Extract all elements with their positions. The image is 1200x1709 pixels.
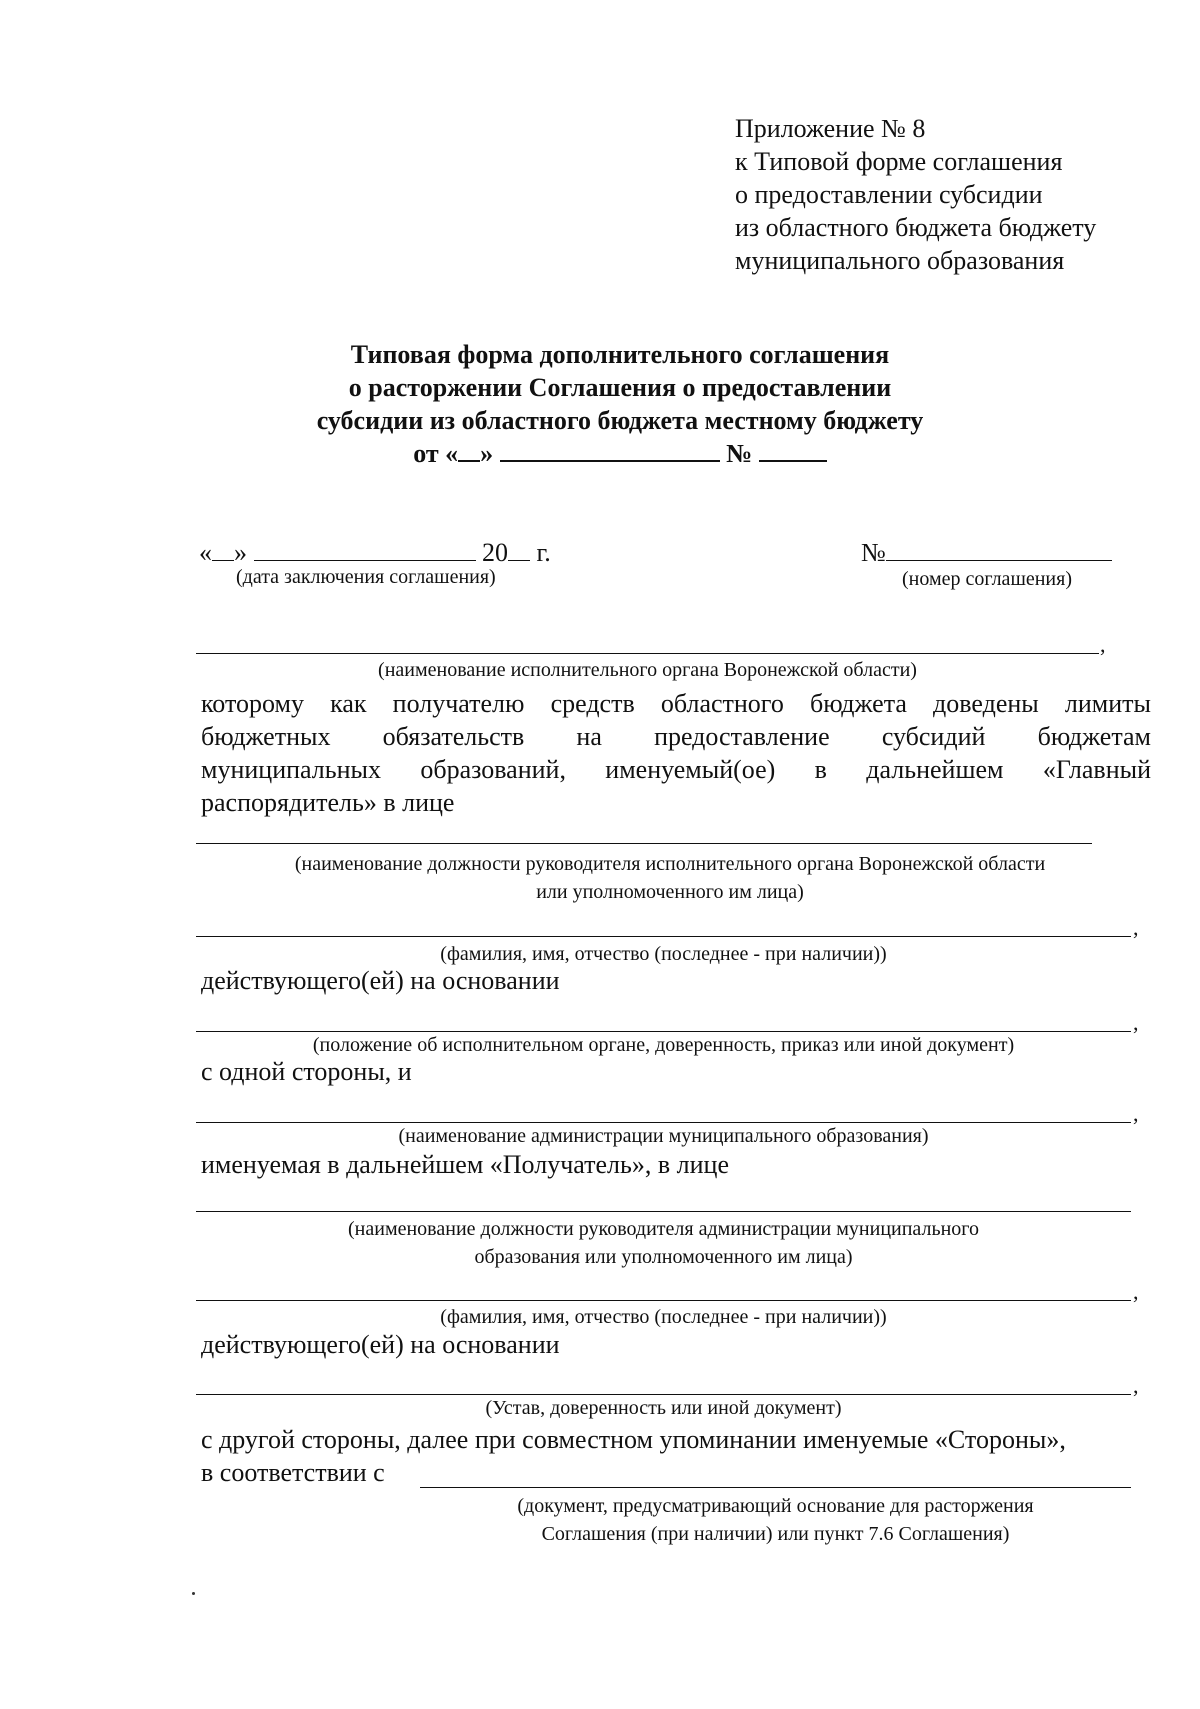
basis-blank-1: [196, 1031, 1131, 1032]
one-side-text: с одной стороны, и: [201, 1057, 412, 1086]
paragraph-line: муниципальных образований, именуемый(ое) в дальнейшем «Главный: [201, 755, 1151, 784]
termination-document-blank: [420, 1487, 1131, 1488]
comma: ,: [1133, 1101, 1139, 1126]
administration-caption: (наименование администрации муниципального образования): [398, 1125, 929, 1147]
admin-head-caption-2: образования или уполномоченного им лица): [474, 1246, 853, 1268]
head-position-blank: [196, 843, 1092, 844]
comma: ,: [1100, 632, 1106, 657]
comma: ,: [1133, 1010, 1139, 1035]
acting-basis-text-1: действующего(ей) на основании: [201, 966, 560, 995]
recipient-text: именуемая в дальнейшем «Получатель», в лице: [201, 1150, 729, 1179]
agreement-number-sign: №: [861, 538, 886, 567]
basis-blank-2: [196, 1394, 1131, 1395]
appendix-line: Приложение № 8: [735, 114, 926, 143]
paragraph-line: которому как получателю средств областного бюджета доведены лимиты: [201, 689, 1151, 718]
organ-paragraph: [201, 687, 1151, 819]
basis-caption-1: (положение об исполнительном органе, доверенность, приказ или иной документ): [312, 1034, 1015, 1056]
appendix-line: из областного бюджета бюджету: [735, 213, 1097, 242]
date-day-blank: [212, 540, 234, 561]
in-accordance-text: в соответствии с: [201, 1458, 385, 1487]
date-close-quote: »: [234, 538, 247, 567]
administration-name-blank: [196, 1122, 1131, 1123]
document-caption-1: (документ, предусматривающий основание для расторжения: [517, 1495, 1034, 1517]
title-line: о расторжении Соглашения о предоставлении: [348, 373, 892, 402]
date-month-blank: [254, 540, 476, 561]
admin-head-caption-1: (наименование должности руководителя администрации муниципального: [348, 1218, 979, 1240]
appendix-line: муниципального образования: [735, 246, 1065, 275]
paragraph-line: бюджетных обязательств на предоставление субсидий бюджетам: [201, 722, 1151, 751]
head-position-caption-1: (наименование должности руководителя исполнительного органа Воронежской области: [294, 853, 1046, 875]
organ-caption: (наименование исполнительного органа Воронежской области): [378, 659, 917, 681]
date-caption: (дата заключения соглашения): [236, 566, 496, 588]
appendix-header: [735, 112, 1096, 277]
title-month-blank: [500, 438, 720, 462]
date-open-quote: «: [199, 538, 212, 567]
organ-name-blank: [196, 653, 1099, 654]
comma: ,: [1133, 1373, 1139, 1398]
appendix-line: о предоставлении субсидии: [735, 180, 1043, 209]
fio-blank-1: [196, 936, 1131, 937]
title-number-sign: №: [726, 439, 753, 468]
comma: ,: [1133, 1279, 1139, 1304]
fio-caption-1: (фамилия, имя, отчество (последнее - при наличии)): [440, 943, 887, 965]
title-line: Типовая форма дополнительного соглашения: [350, 340, 890, 369]
document-caption-2: Соглашения (при наличии) или пункт 7.6 Соглашения): [541, 1523, 1010, 1545]
title-line: субсидии из областного бюджета местному бюджету: [316, 406, 924, 435]
title-date-line: [0, 437, 1200, 470]
document-title: [0, 338, 1200, 470]
admin-head-position-blank: [196, 1211, 1131, 1212]
fio-blank-2: [196, 1300, 1131, 1301]
paragraph-line: распорядитель» в лице: [201, 788, 455, 817]
comma: ,: [1133, 915, 1139, 940]
basis-caption-2: (Устав, доверенность или иной документ): [485, 1397, 842, 1419]
other-side-text: с другой стороны, далее при совместном упоминании именуемые «Стороны»,: [201, 1425, 1066, 1454]
date-year-prefix: 20: [482, 538, 508, 567]
appendix-line: к Типовой форме соглашения: [735, 147, 1063, 176]
agreement-number-field: [861, 536, 1112, 569]
scan-speck: [192, 1592, 195, 1595]
agreement-number-blank: [886, 540, 1112, 561]
title-day-blank: [458, 438, 480, 462]
date-year-suffix: г.: [536, 538, 551, 567]
number-caption: (номер соглашения): [902, 568, 1072, 590]
title-date-mid: »: [480, 439, 494, 468]
title-date-prefix: от «: [413, 439, 459, 468]
acting-basis-text-2: действующего(ей) на основании: [201, 1330, 560, 1359]
head-position-caption-2: или уполномоченного им лица): [536, 881, 804, 903]
title-number-blank: [759, 438, 827, 462]
fio-caption-2: (фамилия, имя, отчество (последнее - при наличии)): [440, 1306, 887, 1328]
date-year-blank: [508, 540, 530, 561]
